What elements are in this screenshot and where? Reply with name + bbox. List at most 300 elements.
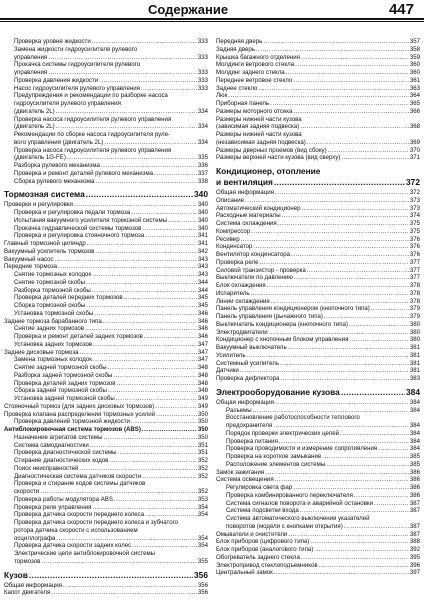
toc-entry [4,426,208,434]
toc-leader-dots [124,294,197,302]
toc-entry-page: 341 [197,240,208,247]
toc-leader-dots [253,407,409,415]
toc-entry [216,438,420,446]
toc-entry [216,267,420,275]
toc-leader-dots [314,546,409,554]
toc-entry [4,116,208,124]
toc-section-heading-cont [216,177,420,188]
toc-entry [4,542,208,550]
toc-entry [4,442,208,450]
toc-leader-dots [275,399,409,407]
toc-entry [4,480,208,488]
toc-entry-page: 346 [197,317,208,325]
toc-leader-dots [278,220,409,228]
toc-leader-dots [310,538,408,546]
toc-entry-title: Общая информация [4,581,62,589]
toc-section-title: Тормозная система [4,189,85,200]
toc-section-heading [4,570,208,581]
toc-entry [216,251,420,259]
toc-entry [216,562,420,570]
toc-entry-page: 387 [409,530,420,538]
toc-leader-dots [300,507,409,515]
toc-entry-title: Проверка на короткое замыкание [226,453,322,460]
toc-entry-title: Порядок проверки электрических цепей [226,429,340,437]
toc-entry [216,352,420,360]
toc-leader-dots [301,54,409,62]
toc-leader-dots [307,267,409,275]
toc-entry [216,344,420,352]
toc-entry-page: 381 [409,359,420,367]
toc-section-title: и вентиляция [216,177,273,187]
toc-entry-title: скорости [14,488,40,495]
toc-entry-title: Проверка и регулировка педали тормоза [14,209,131,216]
toc-entry [4,154,208,162]
toc-entry [216,360,420,368]
toc-entry-title: Молдинг заднего стекла [216,69,285,76]
toc-entry-page: 387 [409,522,420,530]
toc-entry-title: Проверка деталей задних тормозов [14,379,116,387]
toc-entry [4,201,208,209]
toc-entry [216,197,420,205]
page-header [0,0,424,30]
toc-leader-dots [108,364,197,372]
toc-entry [216,554,420,562]
toc-entry-title: Общая информация [216,398,274,406]
toc-entry-title: Насос гидроусилителя рулевого управления [14,84,140,92]
toc-leader-dots [295,61,409,69]
toc-entry-title: Проверка клапана распределения тормозных усилий [4,410,156,418]
toc-entry-title: ротора датчика скорости с использованием [14,526,138,534]
toc-entry-page: 350 [197,418,208,426]
toc-entry-page: 333 [197,38,208,45]
toc-entry [4,325,208,333]
toc-leader-dots [48,69,197,77]
header-divider-thin [0,21,424,22]
toc-entry-title: Вакуумный усилитель тормозов [4,247,95,255]
toc-entry [4,263,208,271]
toc-entry-title: Разборка задней тормозной скобы [14,371,113,379]
toc-leader-dots [93,356,197,364]
toc-entry-page: 351 [197,449,208,457]
toc-leader-dots [301,554,409,562]
toc-leader-dots [258,85,408,93]
toc-entry-page: 375 [409,227,420,235]
toc-entry-title: Установка тормозной скобы [14,309,94,317]
toc-entry-title: Блок приборов (аналогового типа) [216,546,314,553]
toc-entry [216,131,420,139]
toc-entry-title: Проверка и регулировка стояночного тормоза [14,232,145,240]
toc-entry [4,170,208,178]
toc-entry [4,310,208,318]
toc-entry-page: 384 [409,437,420,445]
toc-entry-page: 397 [409,569,420,577]
toc-leader-dots [271,298,409,306]
toc-entry-title: Капот двигателя [4,589,51,597]
toc-entry-page: 369 [409,138,420,146]
toc-entry [216,189,420,197]
toc-entry-title: Снятие задних тормозов [14,325,84,333]
toc-entry-page: 340 [197,216,208,224]
toc-entry [4,418,208,426]
toc-leader-dots [265,469,409,477]
toc-entry-title: Проверка реле управления [14,503,92,511]
toc-entry-title: Проверка дефлектора [216,375,280,382]
toc-entry-title: Проверка насоса гидроусилителя рулевого управления [14,115,172,123]
toc-leader-dots [291,251,409,259]
toc-entry-page: 387 [409,507,420,515]
toc-entry-page: 359 [409,53,420,61]
toc-entry-page: 340 [197,224,208,232]
toc-entry-title: Электропривод стеклоподъемников [216,561,318,569]
toc-entry [4,457,208,465]
toc-entry-page: 350 [197,433,208,441]
toc-entry [4,356,208,364]
toc-entry [4,131,208,139]
toc-entry-page: 376 [409,243,420,251]
toc-entry-page: 333 [197,69,208,76]
toc-entry-title: Системный усилитель [216,359,280,367]
toc-entry-page: 388 [409,538,420,546]
toc-entry-page: 336 [197,162,208,169]
toc-entry-page: 333 [197,76,208,84]
toc-entry-page: 374 [409,212,420,220]
toc-leader-dots [280,375,408,383]
toc-leader-dots [79,465,196,473]
toc-entry [4,465,208,473]
toc-entry-title: Силовой транзистор - проверка [216,266,306,274]
toc-leader-dots [279,438,409,446]
toc-entry-page: 349 [197,402,208,410]
toc-entry [4,162,208,170]
toc-section-heading [216,166,420,177]
toc-leader-dots [322,453,409,461]
toc-entry-page: 376 [409,235,420,243]
toc-entry-page: 363 [409,84,420,92]
toc-entry-title: Центральный замок [216,569,273,577]
toc-entry-page: 378 [409,289,420,297]
toc-leader-dots [286,69,409,77]
toc-entry-title: Проверка и ремонт деталей задних тормозов [14,333,143,340]
toc-entry-title: Система сигналов поворота и аварийной остановки [226,499,374,507]
toc-leader-dots [56,108,197,116]
toc-section-page: 372 [406,177,420,187]
toc-leader-dots [280,360,409,368]
toc-leader-dots [354,492,409,500]
toc-entry-title: Установка задней тормозной скобы [14,395,115,402]
toc-entry-page: 355 [197,557,208,565]
toc-entry [216,321,420,329]
toc-entry-title: Кондиционер с кнопочным блоком управления [216,336,349,344]
toc-leader-dots [141,85,197,93]
toc-leader-dots [67,154,197,162]
toc-entry-title: Проверка деталей передних тормозов [14,294,123,302]
toc-leader-dots [241,236,409,244]
toc-entry-title: Компрессор [216,227,251,235]
toc-entry [4,225,208,233]
toc-entry-page: 357 [409,38,420,45]
toc-entry-title: Разборка рулевого механизма [14,162,100,169]
toc-entry-page: 352 [197,464,208,472]
toc-leader-dots [117,380,197,388]
toc-leader-dots [104,434,197,442]
toc-entry [4,364,208,372]
toc-entry-page: 343 [197,255,208,263]
toc-leader-dots [113,372,196,380]
toc-entry-title: Проверка работы модулятора ABS [14,495,113,503]
toc-leader-dots [307,139,409,147]
toc-entry [216,69,420,77]
toc-entry-title: Передняя дверь [216,38,263,45]
toc-entry-title: Омыватели и очистители [216,530,288,538]
toc-entry-page: 354 [197,503,208,511]
toc-leader-dots [87,240,197,248]
toc-entry [216,54,420,62]
toc-entry-title: Установка задних тормозов [14,340,93,348]
toc-leader-dots [101,162,197,170]
toc-leader-dots [104,139,196,147]
toc-entry-title: Система автоматического выключения указателей [226,515,370,522]
toc-entry-page: 371 [409,154,420,162]
toc-entry-title: Вакуумный насос [4,255,54,263]
toc-entry-title: Молдинги ветрового стекла [216,61,295,69]
toc-entry-title: Задние тормоза барабанного типа [4,317,102,325]
toc-entry [216,61,420,69]
toc-entry-page: 387 [409,499,420,507]
toc-entry [4,178,208,186]
toc-entry-page: 335 [197,154,208,162]
toc-entry-title: Вентилятор конденсатора [216,251,291,258]
toc-entry-title: Выключатели по давлению [216,274,293,282]
toc-entry [4,302,208,310]
toc-entry [4,535,208,543]
toc-entry-page: 345 [197,302,208,309]
toc-entry-title: Проверка реле [216,258,259,266]
toc-entry-title: Проверка комбинированного переключателя [226,491,353,499]
toc-entry-page: 350 [197,426,208,433]
toc-entry [4,217,208,225]
toc-entry-title: управления [14,69,48,76]
toc-leader-dots [74,201,197,209]
toc-entry-title: Регулировка света фар [226,484,293,491]
toc-entry-page: 386 [409,468,420,476]
toc-entry-page: 356 [197,589,208,597]
toc-leader-dots [63,582,197,590]
toc-entry-title: Система освещения [216,476,274,484]
toc-entry [216,453,420,461]
toc-entry [4,256,208,264]
toc-entry-title: Сборка задней тормозной скобы [14,387,107,395]
toc-left-column [4,38,208,597]
toc-entry-page: 384 [409,398,420,406]
toc-entry [216,476,420,484]
toc-entry-title: Автоматический кондиционер [216,204,301,212]
toc-entry-page: 373 [409,196,420,204]
toc-entry [4,69,208,77]
toc-entry-title: Общая информация [216,189,274,196]
toc-entry-page: 347 [197,356,208,364]
toc-entry [216,523,420,531]
toc-entry-title: Приборная панель [216,100,270,107]
toc-entry [4,582,208,590]
toc-entry-page: 384 [409,429,420,437]
toc-entry-page: 384 [409,445,420,453]
toc-entry-title: Проверка датчика скорости переднего колеса и зубчатого [14,519,179,526]
toc-leader-dots [378,445,409,453]
toc-entry-page: 346 [197,325,208,333]
toc-entry-page: 354 [197,511,208,519]
toc-entry [4,488,208,496]
toc-leader-dots [99,77,197,85]
toc-entry-page: 346 [197,309,208,317]
toc-entry-title: Обогреватель заднего стекла [216,553,300,561]
toc-entry-title: Система охлаждения [216,220,277,227]
toc-entry-title: Разъемы [226,406,252,414]
toc-entry [216,367,420,375]
toc-entry [216,500,420,508]
toc-entry [4,511,208,519]
toc-entry-page: 365 [409,100,420,107]
toc-entry-page: 379 [409,313,420,320]
toc-leader-dots [58,263,197,271]
toc-entry-title: Диагностическая система датчиков скорости [14,472,142,480]
toc-entry-title: Стояночный тормоз (для задних дисковых тормозов) [4,402,155,410]
toc-entry-page: 380 [409,320,420,328]
toc-entry-title: (двигатель 2L) [14,107,55,115]
toc-entry [4,38,208,46]
toc-entry-title: Заднее стекло [216,84,258,92]
toc-entry [216,100,420,108]
toc-entry [4,294,208,302]
toc-entry [216,469,420,477]
toc-entry-title: Прокачка гидравлической системы тормозов [14,224,142,232]
toc-section-page: 356 [194,569,208,580]
toc-leader-dots [156,411,197,419]
toc-entry-page: 364 [409,92,420,100]
toc-leader-dots [29,570,193,581]
toc-entry [216,569,420,577]
toc-entry-page: 347 [197,348,208,356]
toc-entry [216,282,420,290]
toc-entry-title: Блок охлаждения [216,282,266,289]
toc-entry-title: Назначение агрегатов системы [14,433,103,441]
toc-entry-title: Восстановление работоспособности теплового [226,414,360,422]
toc-entry-title: Конденсатор [216,243,253,251]
toc-entry-title: Испаритель [216,289,250,297]
header-divider [0,18,424,20]
toc-leader-dots [145,232,197,240]
toc-entry-page: 370 [409,146,420,154]
toc-entry [216,116,420,124]
toc-entry [4,372,208,380]
toc-entry-title: Электрические цепи антиблокировочной системы [14,550,156,557]
toc-entry-title: Ресивер [216,235,240,243]
toc-entry-title: Размеры моторного отсека [216,107,293,115]
toc-entry-title: Поиск неисправностей [14,464,79,472]
toc-entry-page: 344 [197,286,208,294]
toc-entry [4,387,208,395]
toc-entry-title: Задние дисковые тормоза [4,348,79,356]
toc-entry-title: Блок приборов (цифрового типа) [216,538,310,546]
toc-leader-dots [94,310,197,318]
toc-entry-title: Сборка тормозной скобы [14,302,86,309]
toc-entry [4,403,208,411]
toc-leader-dots [270,100,409,108]
toc-entry-title: Прокачка системы гидроусилителя рулевого [14,61,141,69]
toc-entry-title: Снятие тормозных колодок [14,271,92,278]
toc-entry-title: Предупреждения и рекомендации по разборке насоса [14,92,168,100]
toc-entry-title: тормозов [14,557,41,565]
toc-entry-page: 348 [197,364,208,371]
toc-leader-dots [114,496,197,504]
toc-entry-page: 340 [197,201,208,209]
toc-entry-title: вого управления (двигатель 2L) [14,138,104,146]
toc-leader-dots [92,504,196,512]
toc-leader-dots [267,282,409,290]
toc-entry-page: 395 [409,553,420,561]
toc-entry-page: 354 [197,534,208,542]
toc-leader-dots [95,248,196,256]
toc-entry [4,240,208,248]
toc-leader-dots [263,38,409,46]
toc-entry-title: Проверка датчика скорости переднего колеса [14,511,145,519]
toc-entry-title: Рекомендации по сборке насоса гидроусилителя руле- [14,131,171,138]
toc-entry-page: 386 [409,476,420,484]
toc-leader-dots [86,279,197,287]
toc-entry-title: Стирание диагностических кодов [14,457,109,464]
toc-entry-page: 340 [197,209,208,216]
toc-entry-page: 334 [197,107,208,115]
toc-entry [4,550,208,558]
toc-leader-dots [118,449,197,457]
toc-leader-dots [228,92,409,100]
toc-entry-page: 341 [197,232,208,240]
toc-entry-title: Испытания вакуумного усилителя тормозной системы [14,216,168,224]
toc-leader-dots [274,569,409,577]
toc-leader-dots [103,318,197,326]
toc-entry [216,407,420,415]
toc-entry-page: 343 [197,263,208,271]
toc-entry-title: Проверка насоса гидроусилителя рулевого управления [14,146,172,154]
toc-entry-title: Антиблокировочная система тормозов (ABS) [4,426,141,433]
toc-entry [4,449,208,457]
toc-entry-page: 386 [409,484,420,491]
toc-entry-page: 352 [197,472,208,480]
toc-entry [216,243,420,251]
toc-entry-title: Проверка давлений тормозной жидкости [14,418,130,426]
toc-entry-page: 366 [409,107,420,115]
toc-leader-dots [326,461,409,469]
toc-entry-page: 349 [197,395,208,402]
toc-entry-title: Проверки и регулировки [4,201,73,209]
toc-entry-page: 343 [197,271,208,278]
toc-entry [216,38,420,46]
toc-entry-page: 356 [197,581,208,589]
toc-leader-dots [131,418,197,426]
toc-entry [216,259,420,267]
toc-leader-dots [92,287,197,295]
toc-entry-title: Проверка датчика скорости задних колес [14,542,132,550]
toc-leader-dots [300,123,409,131]
toc-entry [4,434,208,442]
toc-leader-dots [116,395,197,403]
toc-leader-dots [145,511,197,519]
toc-leader-dots [95,178,196,186]
toc-entry-page: 392 [409,546,420,553]
toc-entry-title: Размеры верхней части кузова (вид сверху) [216,154,341,162]
toc-leader-dots [92,38,197,46]
toc-entry-title: (двигатель 1G-FE) [14,154,66,162]
toc-entry-title: Снятие задней тормозной скобы [14,364,107,371]
